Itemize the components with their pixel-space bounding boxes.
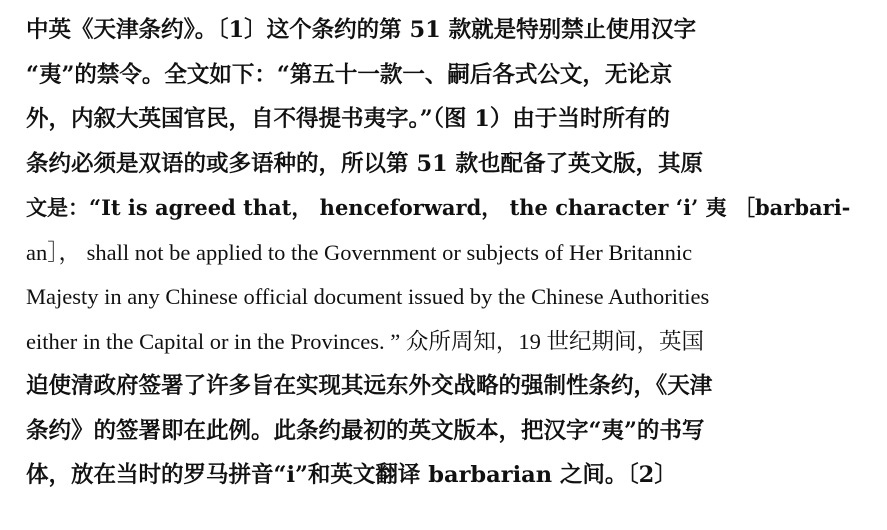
text-line-3: 外，内叙大英国官民，自不得提书夷字。”（图 1）由于当时所有的 [26,106,670,132]
text-line-2: “夷”的禁令。全文如下：“第五十一款一、嗣后各式公文，无论京 [26,61,673,88]
text-line-5: 文是：“It is agreed that， henceforward， the character ‘i’ 夷 ［barbari- [26,195,851,220]
text-line-10: 条约》的签署即在此例。此条约最初的英文版本，把汉字“夷”的书写 [26,417,705,444]
text-line-8: either in the Capital or in the Provinces. ” 众所周知，19 世纪期间，英国 [26,328,705,354]
text-line-9: 迫使清政府签署了许多旨在实现其远东外交战略的强制性条约，《天津 [26,373,713,399]
text-line-11: 体，放在当时的罗马拼音“i”和英文翻译 barbarian 之间。〔2〕 [26,462,677,488]
text-line-7: Majesty in any Chinese official document issued by the Chinese Authorities [26,284,710,309]
document-page [26,8,866,498]
text-line-1: 中英《天津条约》。〔1〕这个条约的第 51 款就是特别禁止使用汉字 [26,17,697,43]
text-line-4: 条约必须是双语的或多语种的，所以第 51 款也配备了英文版，其原 [26,150,703,177]
text-line-6: an］， shall not be applied to the Government or subjects of Her Britannic [26,239,693,265]
